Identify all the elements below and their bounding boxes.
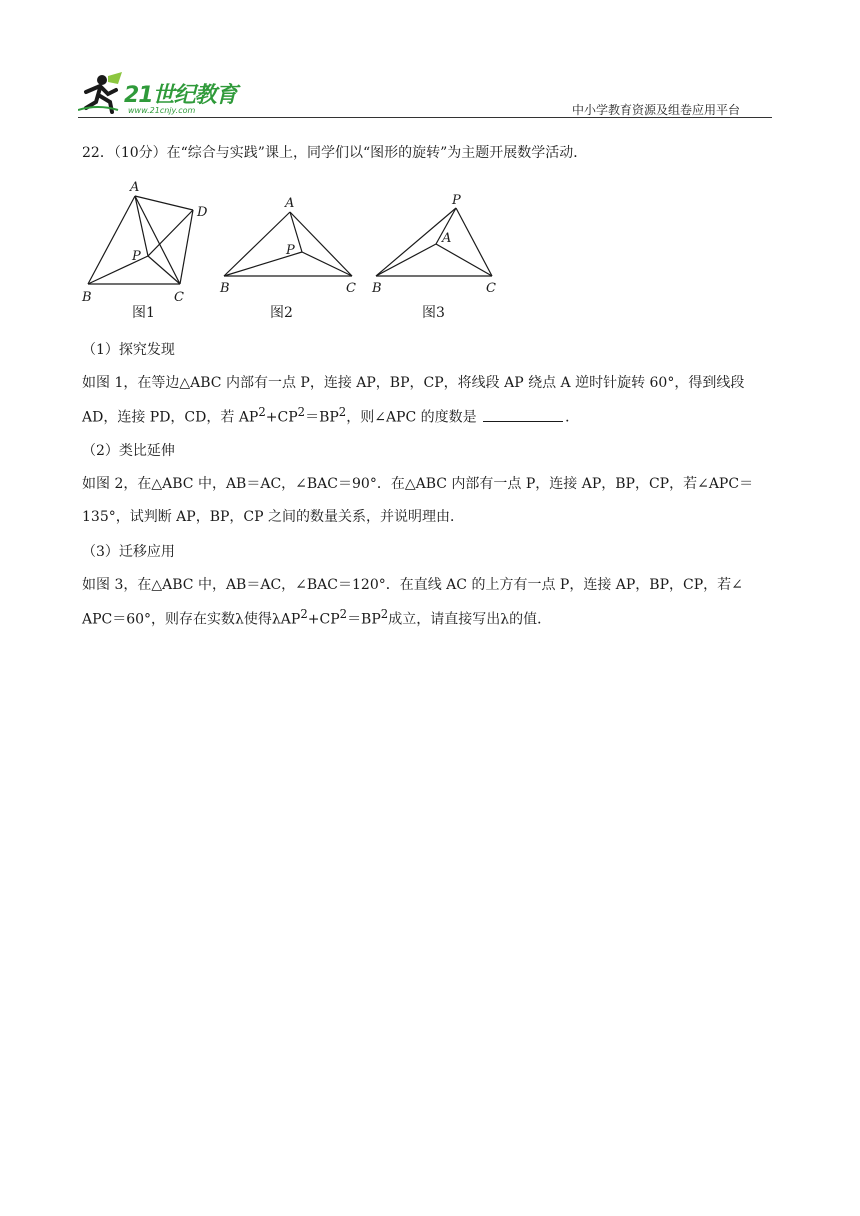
part2-line2: 135°，试判断 AP，BP，CP 之间的数量关系，并说明理由． [82,509,464,525]
part3-text-b: +CP [307,611,340,628]
figures [80,176,520,326]
fig3-label-c: C [486,281,496,296]
fig1-label-a: A [130,180,140,195]
fig2-label-p: P [286,243,295,258]
part1-text-c: ＝BP [305,409,339,426]
sup-3: 2 [338,405,347,419]
part3-text-d: 成立，请直接写出λ的值． [388,611,552,628]
fig1-label-p: P [132,249,141,264]
part2-title: （2）类比延伸 [82,443,175,459]
part3-text-a: APC＝60°，则存在实数λ使得λAP [82,611,301,628]
part1-line1: 如图 1，在等边△ABC 内部有一点 P，连接 AP，BP，CP，将线段 AP 绕点 A 逆时针旋转 60°，得到线段 [82,375,745,391]
part1-text-a: AD，连接 PD，CD，若 AP [82,409,259,426]
sup-6: 2 [380,607,389,621]
part1-text-d: ，则∠APC 的度数是 [346,409,477,426]
figure-3 [376,208,492,276]
part3-title: （3）迁移应用 [82,544,175,560]
fig3-label-a: A [442,231,452,246]
fig1-label-c: C [174,290,184,305]
sup-2: 2 [297,405,306,419]
part1-title: （1）探究发现 [82,342,175,358]
figure-1-caption: 图1 [132,305,155,321]
figure-2-caption: 图2 [270,305,293,321]
fig2-label-a: A [285,196,295,211]
page-header [78,66,772,120]
site-logo [78,70,258,118]
part1-text-e: ． [565,409,580,426]
answer-blank[interactable] [483,409,563,422]
fig2-label-b: B [220,281,230,296]
sup-5: 2 [339,607,348,621]
figure-3-caption: 图3 [422,305,445,321]
figure-1 [88,196,193,284]
fig3-label-p: P [452,193,461,208]
part3-text-c: ＝BP [347,611,381,628]
part1-text-b: +CP [265,409,298,426]
brand-url: www.21cnjy.com [128,106,196,115]
brand-name: 21世纪教育 [124,83,237,108]
part3-line1: 如图 3，在△ABC 中，AB＝AC，∠BAC＝120°．在直线 AC 的上方有一点 P，连接 AP，BP，CP，若∠ [82,577,743,593]
platform-name: 中小学教育资源及组卷应用平台 [571,103,740,117]
part1-line2 [82,405,776,427]
fig1-label-d: D [197,205,208,220]
part3-line2 [82,607,776,629]
fig1-label-b: B [82,290,92,305]
header-divider [78,117,772,118]
part2-line1: 如图 2，在△ABC 中，AB＝AC，∠BAC＝90°．在△ABC 内部有一点 P，连接 AP，BP，CP，若∠APC＝ [82,476,754,492]
sup-1: 2 [258,405,266,419]
runner-logo-icon [78,70,124,114]
question-head: 22．（10分）在“综合与实践”课上，同学们以“图形的旋转”为主题开展数学活动． [82,145,588,161]
fig2-label-c: C [346,281,356,296]
sup-4: 2 [300,607,308,621]
fig3-label-b: B [372,281,382,296]
